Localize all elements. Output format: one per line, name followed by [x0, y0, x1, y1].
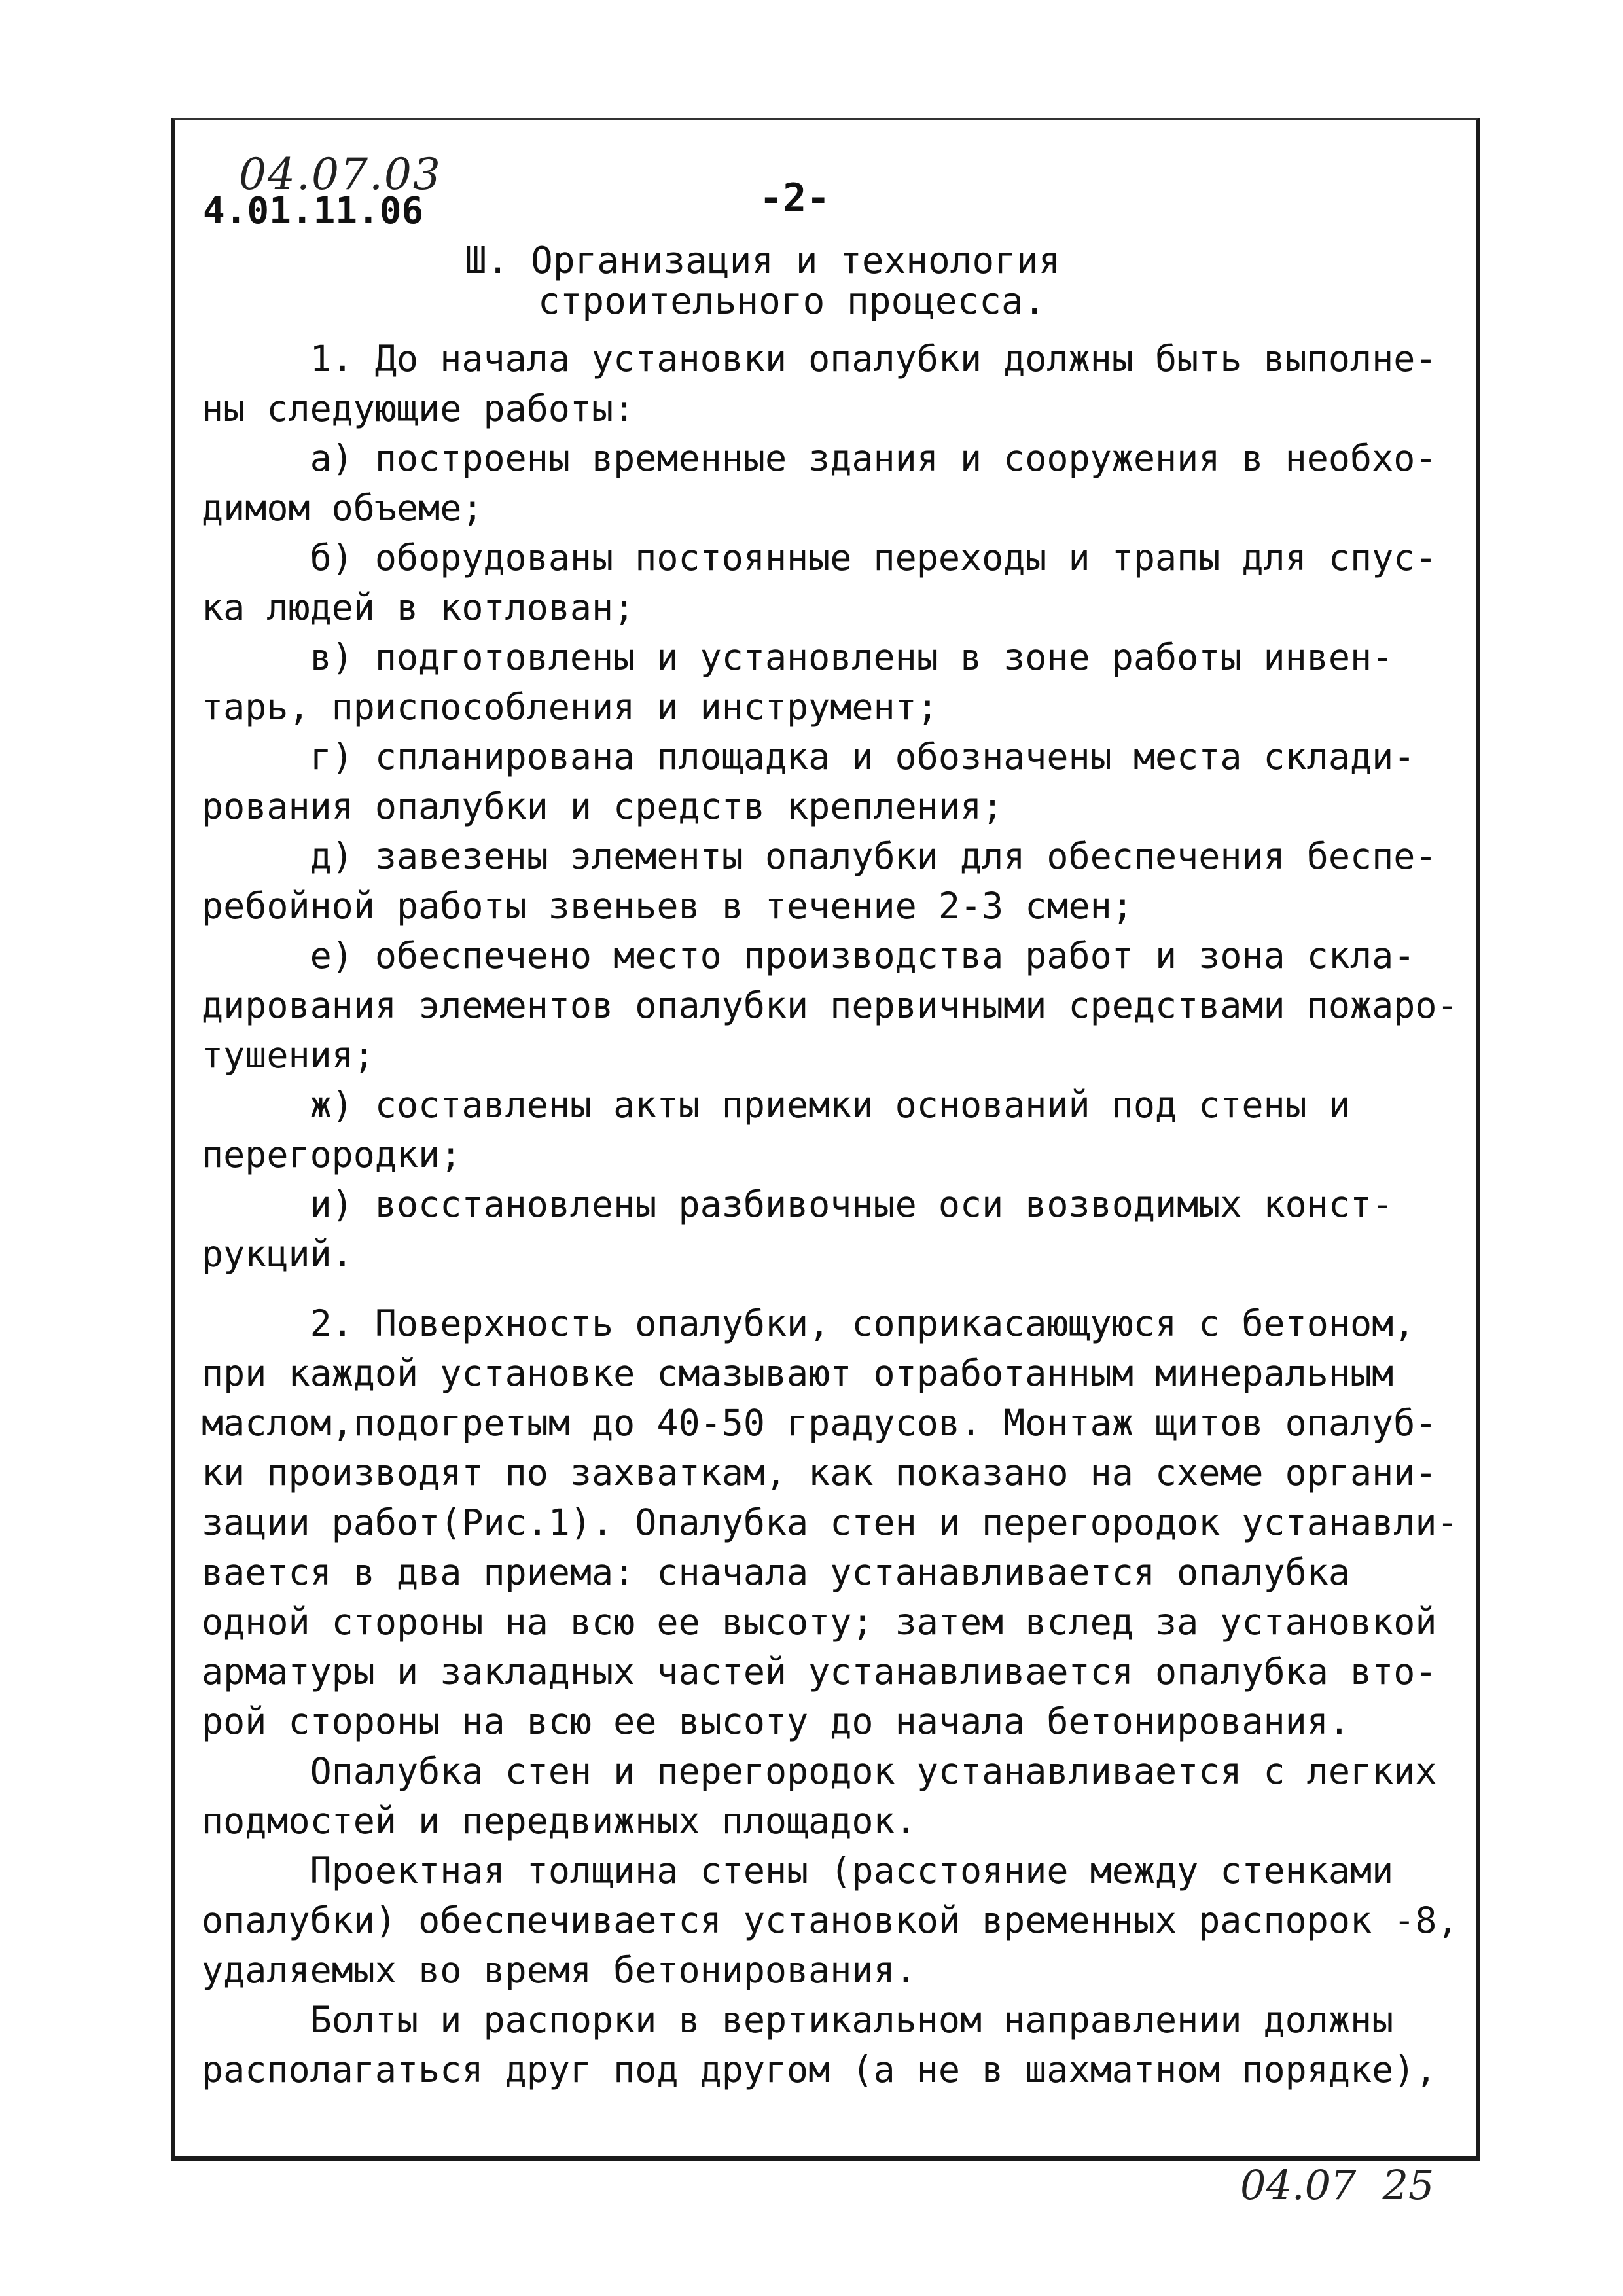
paragraph-item-b: б) оборудованы постоянные переходы и трапы для спус- ка людей в котлован;: [202, 537, 1437, 628]
paragraph-bolts: Болты и распорки в вертикальном направлении должны располагаться друг под другом (а не в шахматном порядке),: [202, 1999, 1437, 2090]
paragraph-item-d: д) завезены элементы опалубки для обеспечения беспе- ребойной работы звеньев в течение 2-3 смен;: [202, 835, 1437, 927]
paragraph-item-zh: ж) составлены акты приемки оснований под стены и перегородки;: [202, 1084, 1350, 1175]
document-code: 4.01.11.06: [203, 190, 424, 232]
body-text: [202, 334, 1474, 2094]
handwritten-document-code: 04.07.03: [239, 149, 442, 200]
paragraph-item-e: е) обеспечено место производства работ и зона скла- дирования элементов опалубки первичными средствами пожаро- тушения;: [202, 935, 1459, 1076]
paragraph-item-a: а) построены временные здания и сооружения в необхо- димом объеме;: [202, 437, 1437, 529]
section-heading: [465, 241, 1060, 322]
footer-handwritten-code: 04.07: [1240, 2161, 1357, 2209]
footer-handwritten-page: 25: [1382, 2161, 1435, 2209]
footer-handwritten-mark: [1240, 2161, 1434, 2209]
paragraph-formwork-scaffold: Опалубка стен и перегородок устанавливается с легких подмостей и передвижных площадок.: [202, 1750, 1437, 1842]
section-heading-line-2: строительного процесса.: [538, 280, 1046, 323]
page-number: -2-: [759, 175, 830, 221]
paragraph-item-g: г) спланирована площадка и обозначены места склади- рования опалубки и средств крепления;: [202, 736, 1416, 827]
paragraph-wall-thickness: Проектная толщина стены (расстояние между стенками опалубки) обеспечивается установкой временных распорок -8, удаляемых во время бетонирования.: [202, 1850, 1459, 1991]
paragraph-item-i: и) восстановлены разбивочные оси возводимых конст- рукций.: [202, 1183, 1394, 1275]
paragraph-item-2: 2. Поверхность опалубки, соприкасающуюся с бетоном, при каждой установке смазывают отработанным минеральным маслом,подогретым до 40-50 градусов. Монтаж щитов опалуб- ки производят по захваткам, как показано на схеме органи- зации работ(Рис.1). Опалубка стен и перегородок устанавли- вается в два приема: сначала устанавливается опалубка одной стороны на всю ее высоту; затем вслед за установкой арматуры и закладных частей устанавливается опалубка вто- рой стороны на всю ее высоту до начала бетонирования.: [202, 1302, 1459, 1742]
paragraph-item-v: в) подготовлены и установлены в зоне работы инвен- тарь, приспособления и инструмент;: [202, 636, 1394, 728]
paragraph-item-1: 1. До начала установки опалубки должны быть выполне- ны следующие работы:: [202, 338, 1437, 429]
section-heading-line-1: Ш. Организация и технология: [465, 240, 1061, 282]
